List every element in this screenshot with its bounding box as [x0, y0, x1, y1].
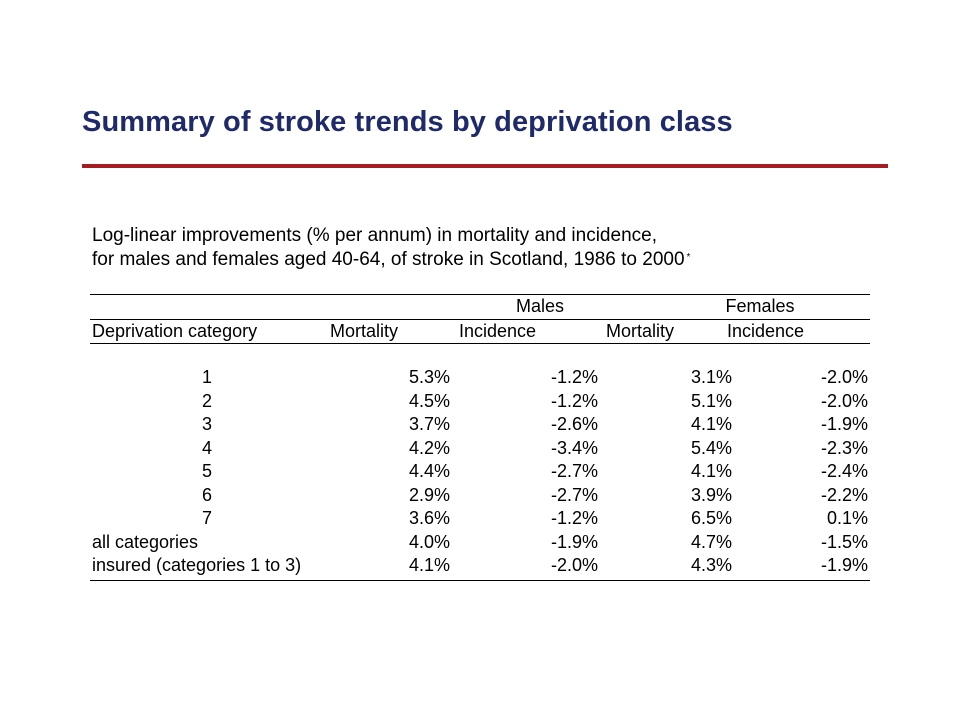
cell-male-incidence: -1.9% — [550, 531, 598, 552]
cell-male-incidence: -2.7% — [550, 461, 598, 481]
cell-category: 3 — [201, 414, 212, 434]
cell-male-mortality: 2.9% — [408, 484, 450, 505]
cell-female-mortality: 4.1% — [690, 461, 732, 481]
table-row — [90, 554, 870, 578]
cell-female-incidence: -1.5% — [820, 531, 868, 552]
cell-female-incidence: -2.0% — [820, 367, 868, 387]
cell-female-incidence: -1.9% — [820, 414, 868, 434]
cell-female-mortality: 5.4% — [690, 437, 732, 458]
cell-category: 6 — [201, 484, 212, 505]
group-label-females: Females — [725, 296, 795, 316]
header-deprivation-category: Deprivation category — [92, 320, 258, 341]
group-label-males: Males — [515, 296, 564, 316]
table-row — [90, 460, 870, 484]
cell-male-mortality: 3.6% — [408, 508, 450, 528]
cell-female-mortality: 4.1% — [690, 414, 732, 434]
cell-male-incidence: -2.7% — [550, 484, 598, 505]
cell-male-incidence: -1.2% — [550, 367, 598, 387]
cell-category: 5 — [201, 461, 212, 481]
cell-male-mortality: 4.1% — [408, 555, 450, 575]
cell-male-mortality: 4.5% — [408, 390, 450, 411]
cell-category: 4 — [201, 437, 212, 458]
stroke-trends-table — [90, 294, 870, 581]
cell-female-mortality: 3.9% — [690, 484, 732, 505]
cell-male-incidence: -3.4% — [550, 437, 598, 458]
group-header-row — [90, 295, 870, 319]
cell-female-incidence: 0.1% — [826, 508, 868, 528]
caption-line-1: Log-linear improvements (% per annum) in mortality and incidence, — [92, 225, 657, 246]
table-body — [90, 366, 870, 578]
header-male-mortality: Mortality — [329, 320, 398, 341]
cell-category: 7 — [201, 508, 212, 528]
cell-female-mortality: 3.1% — [690, 367, 732, 387]
cell-male-incidence: -1.2% — [550, 508, 598, 528]
header-female-mortality: Mortality — [605, 320, 674, 341]
cell-female-mortality: 4.7% — [690, 531, 732, 552]
cell-category: insured (categories 1 to 3) — [92, 555, 302, 575]
cell-female-incidence: -2.2% — [820, 484, 868, 505]
cell-male-incidence: -1.2% — [550, 390, 598, 411]
column-header-row — [90, 320, 870, 344]
cell-female-incidence: -2.4% — [820, 461, 868, 481]
cell-category: 2 — [201, 390, 212, 411]
cell-female-mortality: 6.5% — [690, 508, 732, 528]
cell-male-incidence: -2.0% — [550, 555, 598, 575]
title-divider — [82, 164, 888, 168]
cell-male-mortality: 5.3% — [408, 367, 450, 387]
table-row — [90, 413, 870, 437]
cell-female-mortality: 5.1% — [690, 390, 732, 411]
cell-male-mortality: 4.4% — [408, 461, 450, 481]
page-title: Summary of stroke trends by deprivation class — [82, 106, 733, 138]
cell-female-incidence: -2.3% — [820, 437, 868, 458]
caption-line-2 — [92, 248, 690, 272]
cell-male-mortality: 4.0% — [408, 531, 450, 552]
table-row — [90, 484, 870, 508]
cell-category: 1 — [201, 367, 212, 387]
cell-female-mortality: 4.3% — [690, 555, 732, 575]
cell-male-incidence: -2.6% — [550, 414, 598, 434]
cell-category: all categories — [92, 531, 199, 552]
table-row — [90, 366, 870, 390]
table-bottom-rule — [90, 580, 870, 581]
table-row — [90, 437, 870, 461]
header-spacer — [90, 344, 870, 366]
cell-female-incidence: -1.9% — [820, 555, 868, 575]
caption-line-2-text: for males and females aged 40-64, of stroke in Scotland, 1986 to 2000 — [92, 249, 685, 270]
table-caption — [92, 224, 690, 272]
cell-male-mortality: 3.7% — [408, 414, 450, 434]
table-row — [90, 531, 870, 555]
header-male-incidence: Incidence — [458, 320, 536, 341]
cell-female-incidence: -2.0% — [820, 390, 868, 411]
cell-male-mortality: 4.2% — [408, 437, 450, 458]
table-row — [90, 390, 870, 414]
table-row — [90, 507, 870, 531]
header-female-incidence: Incidence — [726, 320, 804, 341]
footnote-mark: * — [686, 252, 691, 263]
